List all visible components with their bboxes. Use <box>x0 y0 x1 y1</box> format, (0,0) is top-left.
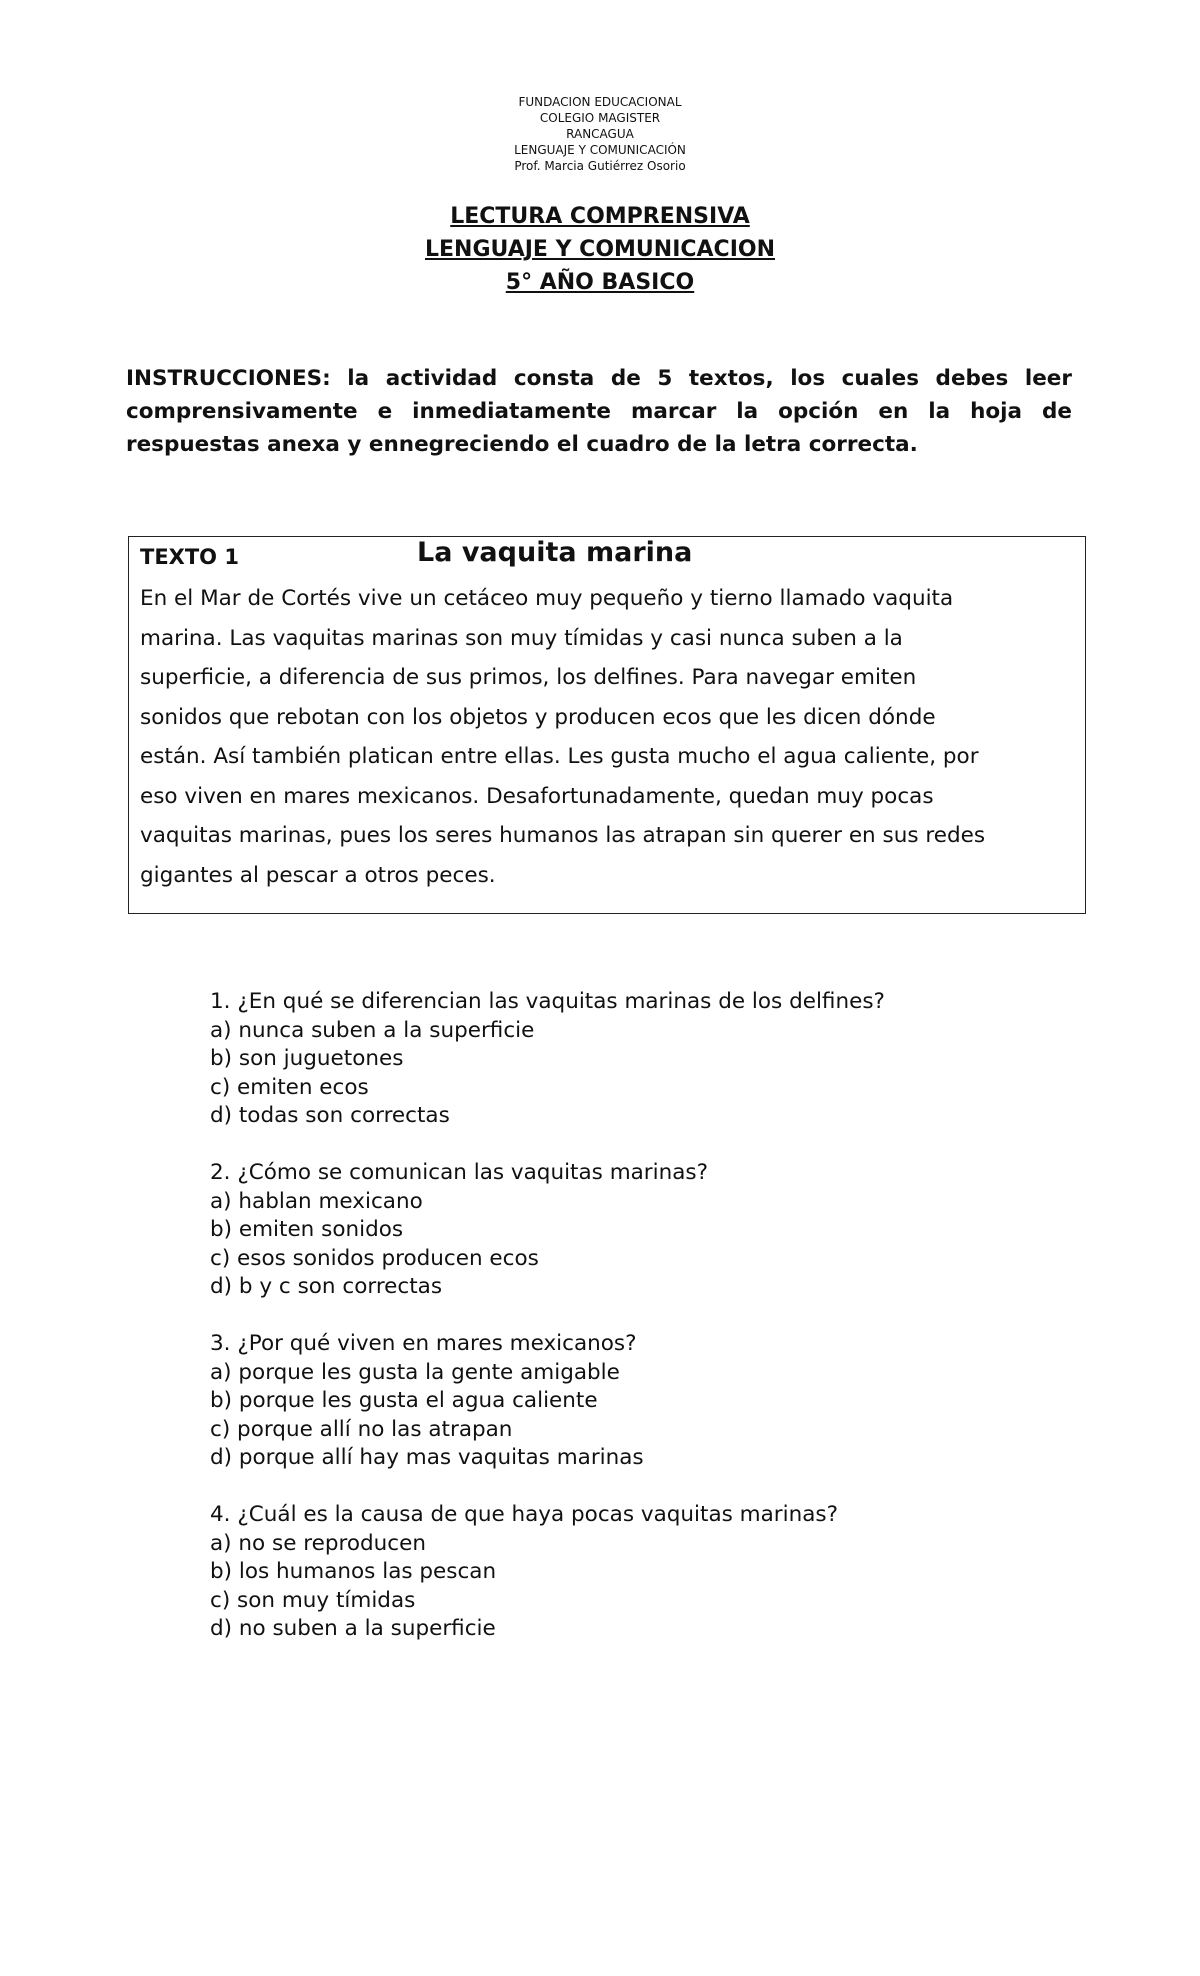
answer-option: d) b y c son correctas <box>210 1274 443 1300</box>
answer-option: b) porque les gusta el agua caliente <box>210 1388 598 1414</box>
passage-line: sonidos que rebotan con los objetos y producen ecos que les dicen dónde <box>140 704 936 730</box>
answer-option: d) no suben a la superficie <box>210 1616 496 1642</box>
title-subject: LENGUAJE Y COMUNICACION <box>424 237 775 262</box>
document-titles <box>0 200 1200 299</box>
reading-text-box <box>128 536 1086 914</box>
instructions-paragraph: INSTRUCCIONES: la actividad consta de 5 textos, los cuales debes leer comprensivamente e inmediatamente marcar la opción en la hoja de respuestas anexa y ennegreciendo el cuadro de la letra correcta. <box>126 366 1072 457</box>
answer-option: b) emiten sonidos <box>210 1217 404 1243</box>
question-prompt: 1. ¿En qué se diferencian las vaquitas marinas de los delfines? <box>210 989 885 1014</box>
answer-option: d) porque allí hay mas vaquitas marinas <box>210 1445 644 1471</box>
header-line-foundation: FUNDACION EDUCACIONAL <box>518 95 682 109</box>
question-prompt: 3. ¿Por qué viven en mares mexicanos? <box>210 1330 637 1356</box>
answer-option: a) nunca suben a la superficie <box>210 1017 535 1043</box>
answer-option: a) no se reproducen <box>210 1530 426 1556</box>
header-line-teacher: Prof. Marcia Gutiérrez Osorio <box>514 159 686 173</box>
answer-option: b) los humanos las pescan <box>210 1559 497 1585</box>
text-label: TEXTO 1 <box>140 545 239 569</box>
answer-option: c) son muy tímidas <box>210 1587 416 1613</box>
answer-option: a) porque les gusta la gente amigable <box>210 1359 620 1385</box>
question-item <box>210 1159 1110 1302</box>
title-grade: 5° AÑO BASICO <box>505 270 695 295</box>
answer-option: c) porque allí no las atrapan <box>210 1416 513 1442</box>
header-line-city: RANCAGUA <box>566 127 634 141</box>
title-reading: LECTURA COMPRENSIVA <box>450 204 750 229</box>
answer-option: a) hablan mexicano <box>210 1188 423 1214</box>
passage-line: En el Mar de Cortés vive un cetáceo muy pequeño y tierno llamado vaquita <box>140 586 954 611</box>
questions-list <box>210 988 1110 1672</box>
header-line-school: COLEGIO MAGISTER <box>539 111 661 125</box>
question-item <box>210 988 1110 1131</box>
question-prompt: 2. ¿Cómo se comunican las vaquitas marinas? <box>210 1159 709 1185</box>
answer-option: c) emiten ecos <box>210 1074 369 1100</box>
question-item <box>210 1330 1110 1473</box>
passage-line: marina. Las vaquitas marinas son muy tímidas y casi nunca suben a la <box>140 625 903 651</box>
school-header <box>0 94 1200 174</box>
header-line-subject: LENGUAJE Y COMUNICACIÓN <box>514 143 686 157</box>
passage-line: gigantes al pescar a otros peces. <box>140 862 496 888</box>
answer-option: c) esos sonidos producen ecos <box>210 1245 539 1271</box>
answer-option: b) son juguetones <box>210 1046 404 1072</box>
question-item <box>210 1501 1110 1644</box>
passage-line: eso viven en mares mexicanos. Desafortunadamente, quedan muy pocas <box>140 783 934 809</box>
question-prompt: 4. ¿Cuál es la causa de que haya pocas vaquitas marinas? <box>210 1501 839 1527</box>
text-title: La vaquita marina <box>417 537 693 568</box>
passage-line: superficie, a diferencia de sus primos, los delfines. Para navegar emiten <box>140 665 917 690</box>
text-box-header <box>140 537 1085 579</box>
passage-line: vaquitas marinas, pues los seres humanos las atrapan sin querer en sus redes <box>140 823 986 848</box>
reading-passage <box>140 579 1075 895</box>
answer-option: d) todas son correctas <box>210 1103 450 1129</box>
passage-line: están. Así también platican entre ellas. Les gusta mucho el agua caliente, por <box>140 744 979 769</box>
